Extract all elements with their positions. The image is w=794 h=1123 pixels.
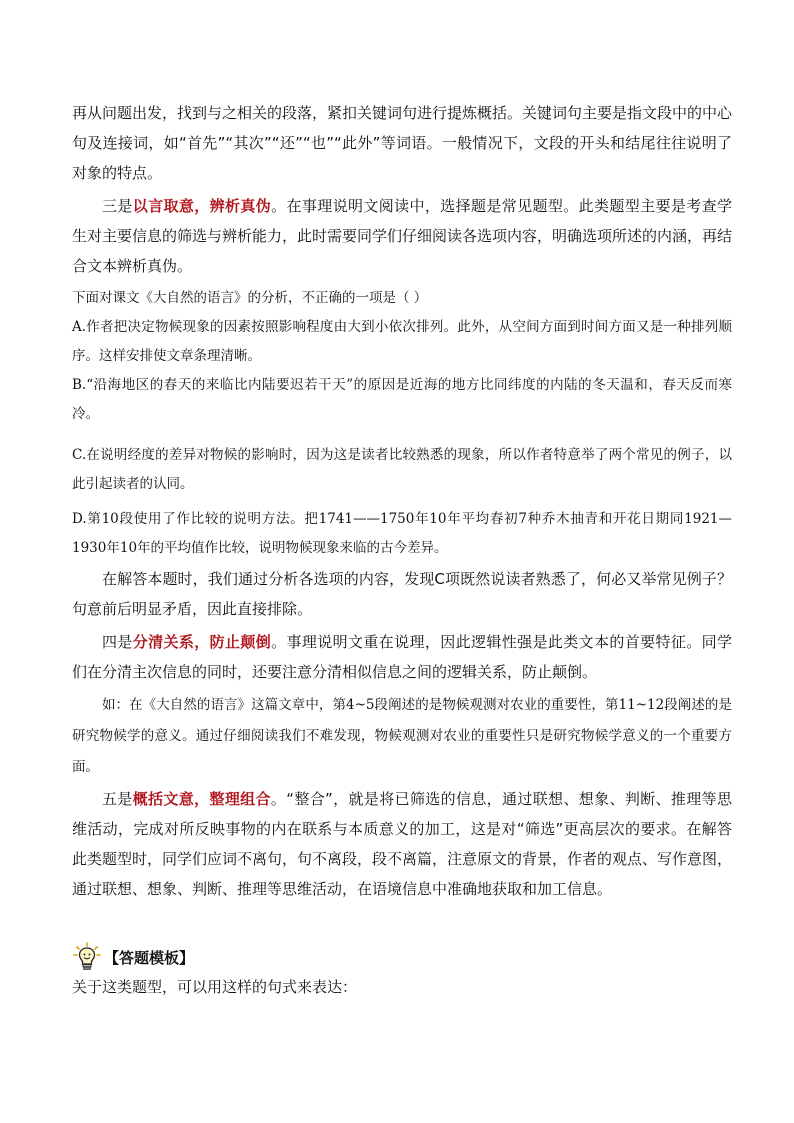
point-body: 。“整合”，就是将已筛选的信息，通过联想、想象、判断、推理等思维活动，完成对所反映事物的内在联系与本质意义的加工，这是对“筛选”更高层次的要求。在解答此类题型时，同学们应词不离句，句不离段，段不离篇，注意原文的背景，作者的观点、写作意图，通过联想、想象、判断、推理等思维活动，在语境信息中准确地获取和加工信息。 xyxy=(72,790,733,898)
point-body: 。事理说明文重在说理，因此逻辑性强是此类文本的首要特征。同学们在分清主次信息的同时，还要注意分清相似信息之间的逻辑关系，防止颠倒。 xyxy=(72,633,732,681)
point-keyword: 概括文意 xyxy=(132,790,195,808)
point-keyword: 防止颠倒 xyxy=(209,633,272,651)
paragraph-point-four xyxy=(72,627,732,687)
option-c: C.在说明经度的差异对物候的影响时，因为这是读者比较熟悉的现象，所以作者特意举了两个常见的例子，以此引起读者的认同。 xyxy=(72,447,732,492)
point-separator: ， xyxy=(194,197,210,215)
point-lead: 五是 xyxy=(102,790,133,808)
point-keyword: 以言取意 xyxy=(132,197,195,215)
paragraph-template-intro: 关于这类题型，可以用这样的句式来表达： xyxy=(72,978,358,996)
question-stem: 下面对课文《大自然的语言》的分析，不正确的一项是（ ） xyxy=(72,290,428,306)
option-a: A.作者把决定物候现象的因素按照影响程度由大到小依次排列。此外，从空间方面到时间方面又是一种排列顺序。这样安排使文章条理清晰。 xyxy=(72,319,732,364)
point-lead: 三是 xyxy=(102,197,133,215)
point-keyword: 辨析真伪 xyxy=(209,197,272,215)
point-separator: ， xyxy=(194,633,210,651)
paragraph-example: 如：在《大自然的语言》这篇文章中，第4~5段阐述的是物候观测对农业的重要性，第11~12段阐述的是研究物候学的意义。通过仔细阅读我们不难发现，物候观测对农业的重要性只是研究物候学意义的一个重要方面。 xyxy=(72,697,732,775)
point-keyword: 分清关系 xyxy=(132,633,195,651)
paragraph-point-three xyxy=(72,191,732,281)
lightbulb-icon xyxy=(72,942,102,972)
template-heading-text: 【答题模板】 xyxy=(104,948,195,967)
point-lead: 四是 xyxy=(102,633,133,651)
point-body: 。在事理说明文阅读中，选择题是常见题型。此类题型主要是考查学生对主要信息的筛选与辨析能力，此时需要同学们仔细阅读各选项内容，明确选项所述的内涵，再结合文本辨析真伪。 xyxy=(72,197,733,275)
paragraph-intro: 再从问题出发，找到与之相关的段落，紧扣关键词句进行提炼概括。关键词句主要是指文段中的中心句及连接词，如“首先”“其次”“还”“也”“此外”等词语。一般情况下，文段的开头和结尾往往说明了对象的特点。 xyxy=(72,104,733,182)
option-d: D.第10段使用了作比较的说明方法。把1741——1750年10年平均春初7种乔木抽青和开花日期同1921—1930年10年的平均值作比较，说明物候现象来临的古今差异。 xyxy=(72,511,732,556)
paragraph-point-five xyxy=(72,784,732,904)
point-keyword: 整理组合 xyxy=(209,790,271,808)
template-heading xyxy=(72,942,194,972)
paragraph-analysis: 在解答本题时，我们通过分析各选项的内容，发现C项既然说读者熟悉了，何必又举常见例子？句意前后明显矛盾，因此直接排除。 xyxy=(72,570,732,618)
option-b: B.“沿海地区的春天的来临比内陆要迟若干天”的原因是近海的地方比同纬度的内陆的冬天温和，春天反而寒冷。 xyxy=(72,377,732,422)
point-separator: ， xyxy=(194,790,210,808)
